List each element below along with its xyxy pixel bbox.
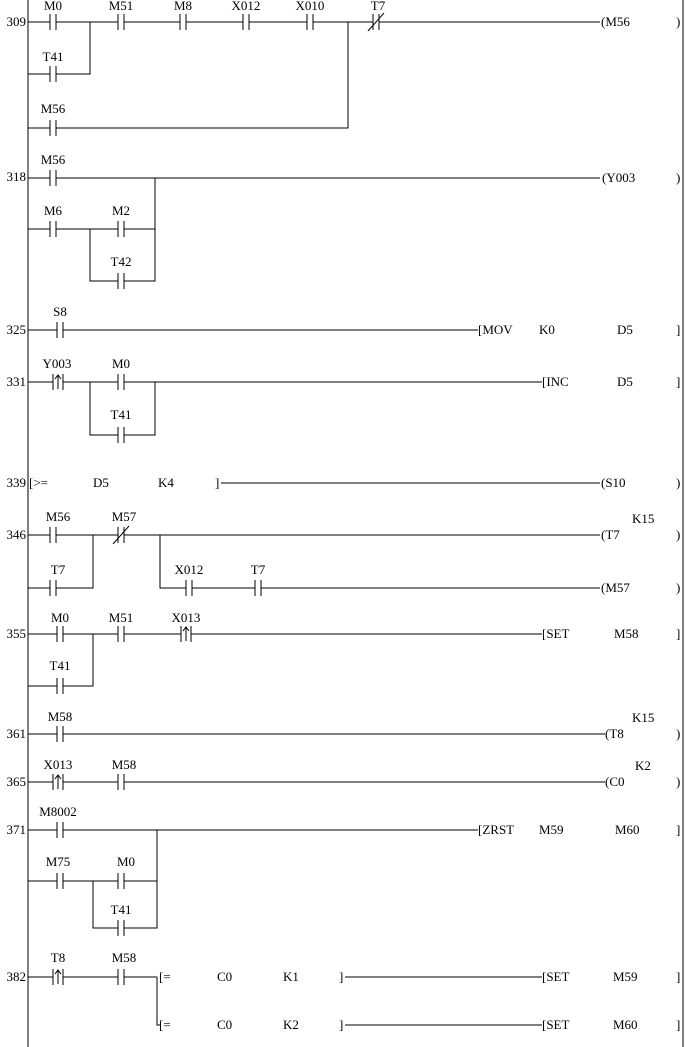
step-number: 331 bbox=[6, 374, 26, 389]
step-number: 355 bbox=[6, 626, 26, 641]
compare-arg: K4 bbox=[158, 475, 174, 490]
instruction-arg: D5 bbox=[617, 374, 633, 389]
svg-text:): ) bbox=[676, 170, 681, 185]
instruction-op: [SET bbox=[542, 969, 570, 984]
step-number: 361 bbox=[6, 726, 26, 741]
contact-label: T7 bbox=[50, 562, 66, 577]
contact-label: T41 bbox=[110, 902, 132, 917]
step-number: 371 bbox=[6, 822, 26, 837]
svg-text:): ) bbox=[676, 475, 681, 490]
rung-365 bbox=[7, 757, 681, 790]
contact-label: Y003 bbox=[42, 356, 72, 371]
rung-318 bbox=[7, 152, 681, 289]
coil-label: (Y003 bbox=[602, 170, 636, 185]
compare-arg: D5 bbox=[93, 475, 109, 490]
svg-text:]: ] bbox=[339, 1017, 344, 1032]
rung-382 bbox=[7, 950, 681, 1032]
coil-label: (T7 bbox=[601, 527, 620, 542]
rung-331 bbox=[7, 356, 681, 443]
compare-op: [= bbox=[159, 1017, 171, 1032]
contact-label: S8 bbox=[53, 304, 67, 319]
contact-label: M56 bbox=[40, 152, 66, 167]
compare-op: [= bbox=[159, 969, 171, 984]
contact-label: T41 bbox=[49, 658, 71, 673]
instruction-arg: M59 bbox=[539, 822, 564, 837]
contact-label: M8002 bbox=[39, 804, 77, 819]
instruction-op: [MOV bbox=[478, 322, 513, 337]
contact-label: M51 bbox=[108, 610, 134, 625]
contact-label: M56 bbox=[40, 101, 66, 116]
coil-preset: K15 bbox=[632, 710, 655, 725]
rung-355 bbox=[7, 610, 681, 694]
step-number: 382 bbox=[6, 969, 26, 984]
contact-label: X012 bbox=[231, 0, 261, 13]
contact-label: M75 bbox=[45, 854, 71, 869]
instruction-op: [INC bbox=[542, 374, 569, 389]
instruction-op: [SET bbox=[542, 626, 570, 641]
compare-arg: C0 bbox=[217, 1017, 233, 1032]
contact-label: T7 bbox=[250, 562, 266, 577]
instruction-arg: M60 bbox=[613, 1017, 638, 1032]
contact-label: M56 bbox=[45, 509, 71, 524]
instruction-op: [SET bbox=[542, 1017, 570, 1032]
contact-label: M0 bbox=[43, 0, 63, 13]
svg-text:): ) bbox=[676, 580, 681, 595]
svg-text:): ) bbox=[676, 527, 681, 542]
contact-label: M58 bbox=[47, 709, 73, 724]
rung-346 bbox=[7, 509, 681, 596]
compare-op: [>= bbox=[29, 475, 48, 490]
step-number: 325 bbox=[6, 322, 26, 337]
instruction-arg: M60 bbox=[615, 822, 640, 837]
rung-371 bbox=[7, 804, 681, 936]
step-number: 318 bbox=[6, 169, 26, 184]
contact-label: M6 bbox=[43, 203, 63, 218]
svg-text:]: ] bbox=[339, 969, 344, 984]
contact-label: M57 bbox=[111, 509, 137, 524]
contact-label: X010 bbox=[295, 0, 325, 13]
svg-text:]: ] bbox=[676, 1017, 681, 1032]
contact-label: T41 bbox=[42, 49, 64, 64]
svg-text:): ) bbox=[676, 14, 681, 29]
contact-label: M0 bbox=[50, 610, 70, 625]
coil-preset: K15 bbox=[632, 511, 655, 526]
svg-text:]: ] bbox=[676, 822, 681, 837]
coil-label: (S10 bbox=[601, 475, 626, 490]
svg-text:): ) bbox=[676, 774, 681, 789]
rung-361 bbox=[7, 709, 681, 742]
contact-label: T7 bbox=[370, 0, 386, 13]
rung-339 bbox=[7, 475, 681, 490]
svg-text:): ) bbox=[676, 726, 681, 741]
svg-text:]: ] bbox=[676, 969, 681, 984]
instruction-arg: M58 bbox=[614, 626, 639, 641]
step-number: 346 bbox=[6, 527, 26, 542]
contact-label: T8 bbox=[50, 950, 66, 965]
instruction-op: [ZRST bbox=[478, 822, 515, 837]
coil-label: (M56 bbox=[601, 14, 630, 29]
contact-label: M58 bbox=[111, 950, 137, 965]
coil-preset: K2 bbox=[635, 758, 651, 773]
contact-label: X013 bbox=[43, 757, 73, 772]
compare-arg: K2 bbox=[283, 1017, 299, 1032]
svg-text:]: ] bbox=[215, 475, 220, 490]
svg-text:]: ] bbox=[676, 322, 681, 337]
coil-label: (C0 bbox=[605, 774, 625, 789]
rung-325 bbox=[7, 304, 681, 338]
instruction-arg: K0 bbox=[539, 322, 555, 337]
instruction-arg: D5 bbox=[617, 322, 633, 337]
instruction-arg: M59 bbox=[613, 969, 638, 984]
coil-label: (M57 bbox=[601, 580, 630, 595]
step-number: 309 bbox=[6, 14, 26, 29]
contact-label: M51 bbox=[108, 0, 134, 13]
compare-arg: K1 bbox=[283, 969, 299, 984]
contact-label: M2 bbox=[111, 203, 131, 218]
contact-label: T41 bbox=[110, 407, 132, 422]
contact-label: X012 bbox=[174, 562, 204, 577]
rung-309 bbox=[7, 0, 681, 136]
contact-label: M0 bbox=[111, 356, 131, 371]
coil-label: (T8 bbox=[605, 726, 624, 741]
contact-label: M8 bbox=[173, 0, 193, 13]
svg-text:]: ] bbox=[676, 626, 681, 641]
contact-label: X013 bbox=[171, 610, 201, 625]
step-number: 339 bbox=[6, 475, 26, 490]
contact-label: M0 bbox=[116, 854, 136, 869]
contact-label: T42 bbox=[110, 254, 132, 269]
step-number: 365 bbox=[6, 774, 26, 789]
svg-text:]: ] bbox=[676, 374, 681, 389]
contact-label: M58 bbox=[111, 757, 137, 772]
compare-arg: C0 bbox=[217, 969, 233, 984]
